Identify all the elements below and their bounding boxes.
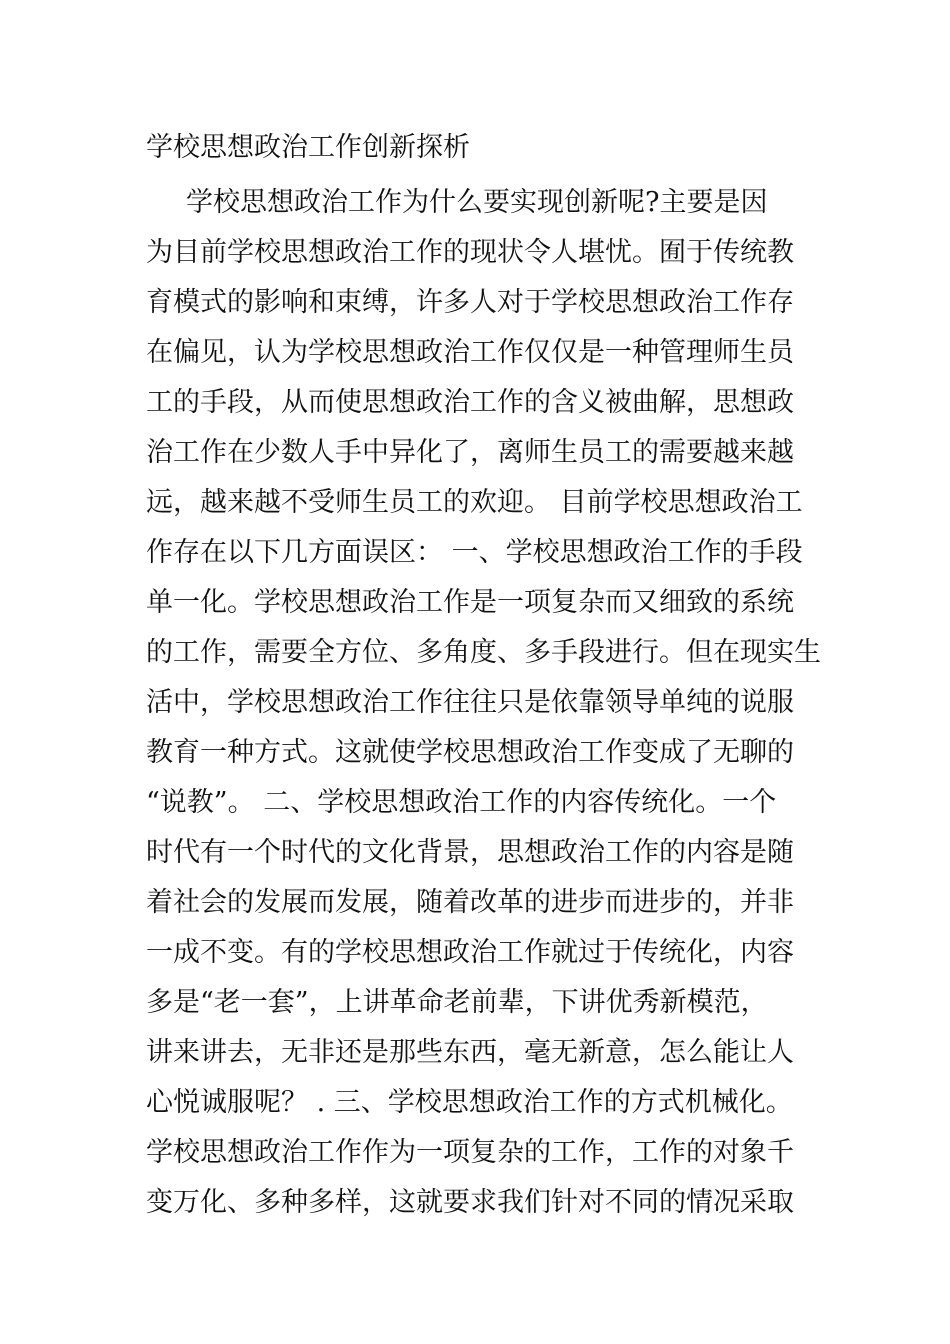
- body-line: 活中，学校思想政治工作往往只是依靠领导单纯的说服: [146, 687, 794, 718]
- document-body: [146, 178, 846, 1228]
- body-line: 讲来讲去，无非还是那些东西，毫无新意，怎么能让人: [146, 1037, 794, 1068]
- document-title: 学校思想政治工作创新探析: [146, 132, 470, 163]
- body-line: 时代有一个时代的文化背景，思想政治工作的内容是随: [146, 837, 794, 868]
- body-line: 学校思想政治工作为什么要实现创新呢?主要是因: [186, 187, 768, 218]
- body-line: 的工作，需要全方位、多角度、多手段进行。但在现实生: [146, 637, 821, 668]
- body-line: 作存在以下几方面误区： 一、学校思想政治工作的手段: [146, 537, 803, 568]
- body-line: 变万化、多种多样，这就要求我们针对不同的情况采取: [146, 1187, 794, 1218]
- body-line: 远，越来越不受师生员工的欢迎。 目前学校思想政治工: [146, 487, 803, 518]
- body-line: 治工作在少数人手中异化了，离师生员工的需要越来越: [146, 437, 794, 468]
- body-line: 在偏见，认为学校思想政治工作仅仅是一种管理师生员: [146, 337, 794, 368]
- body-line: 多是“老一套”，上讲革命老前辈，下讲优秀新模范，: [146, 987, 768, 1018]
- body-line: 学校思想政治工作作为一项复杂的工作，工作的对象千: [146, 1137, 794, 1168]
- body-line: 单一化。学校思想政治工作是一项复杂而又细致的系统: [146, 587, 794, 618]
- body-line: 为目前学校思想政治工作的现状令人堪忧。囿于传统教: [146, 237, 794, 268]
- body-line: 工的手段，从而使思想政治工作的含义被曲解，思想政: [146, 387, 794, 418]
- body-line: 教育一种方式。这就使学校思想政治工作变成了无聊的: [146, 737, 794, 768]
- body-line: 育模式的影响和束缚，许多人对于学校思想政治工作存: [146, 287, 794, 318]
- body-line: 着社会的发展而发展，随着改革的进步而进步的，并非: [146, 887, 794, 918]
- body-line: 一成不变。有的学校思想政治工作就过于传统化，内容: [146, 937, 794, 968]
- body-line: “说教”。 二、学校思想政治工作的内容传统化。一个: [146, 787, 777, 818]
- body-line: 心悦诚服呢？ . 三、学校思想政治工作的方式机械化。: [146, 1087, 793, 1118]
